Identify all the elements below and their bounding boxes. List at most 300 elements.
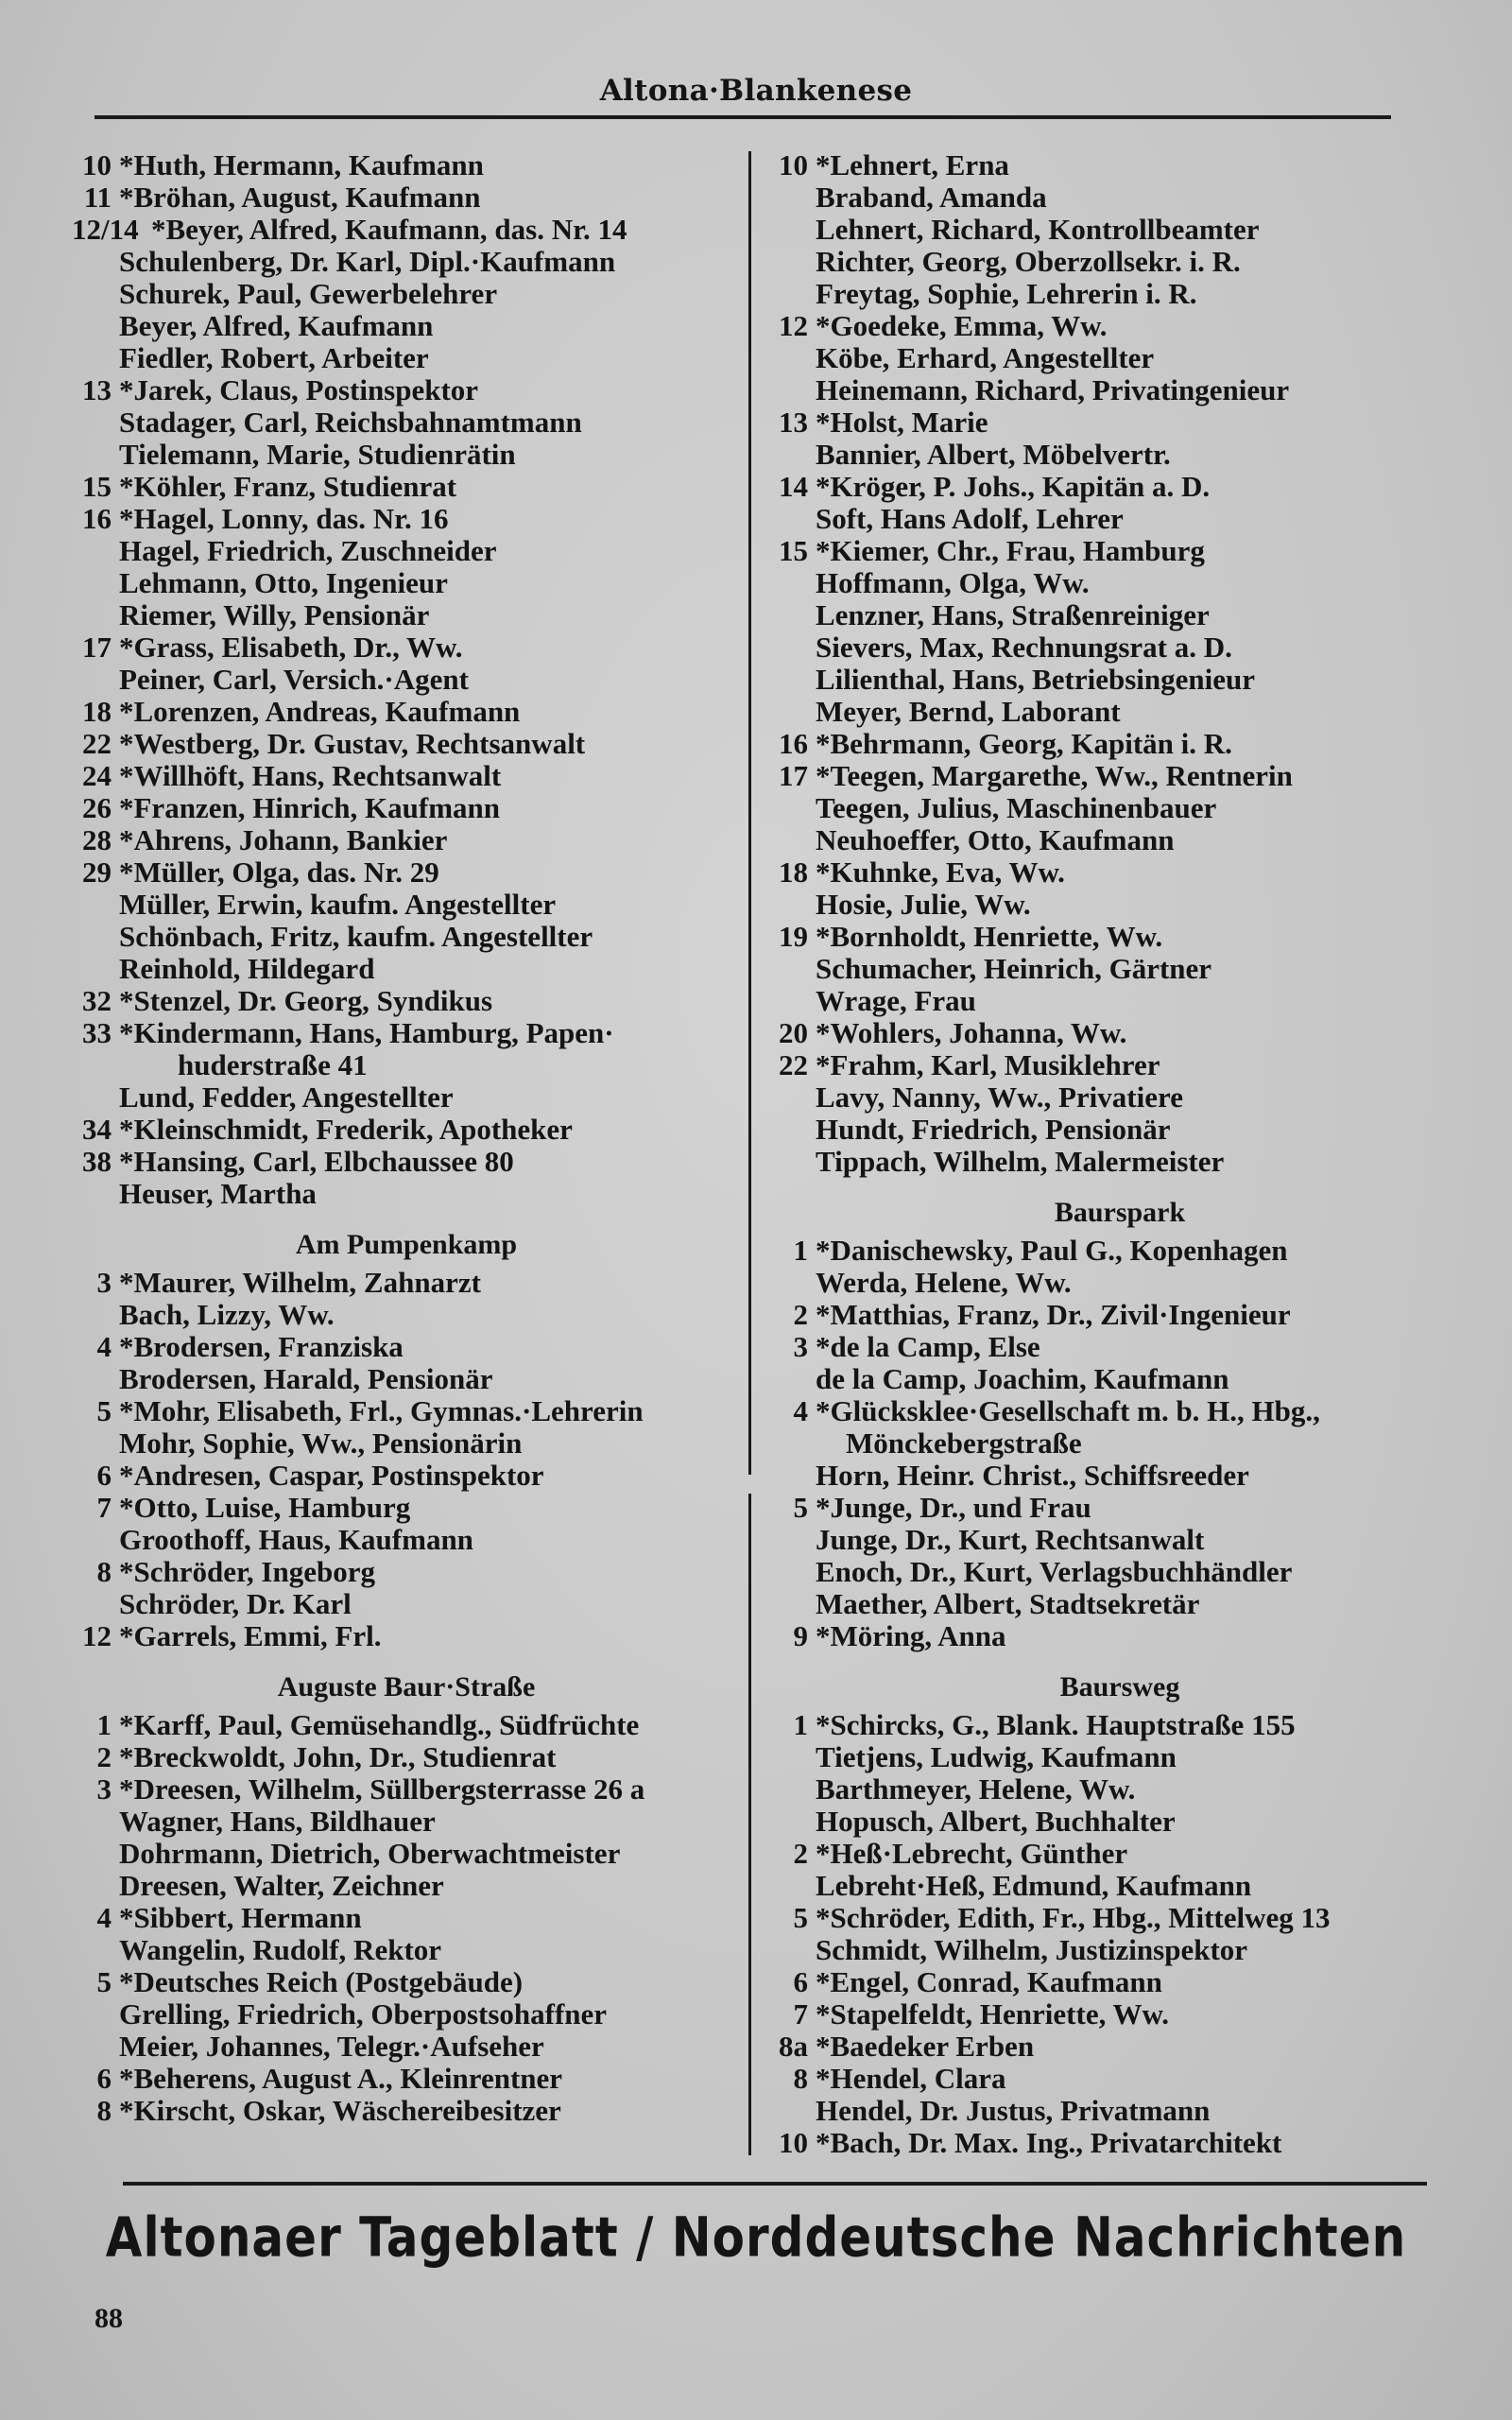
street-heading: Baursweg (1059, 1671, 1180, 1703)
resident-entry: Dohrmann, Dietrich, Oberwachtmeister (119, 1837, 621, 1870)
resident-entry: Werda, Helene, Ww. (816, 1266, 1072, 1299)
house-number: 8 (96, 2094, 112, 2127)
resident-entry: Hosie, Julie, Ww. (816, 888, 1031, 921)
directory-entry (761, 1395, 1479, 1427)
resident-entry: Braband, Amanda (816, 181, 1047, 214)
directory-entry (761, 856, 1479, 889)
directory-entry (66, 1267, 747, 1299)
resident-entry: Lehmann, Otto, Ingenieur (119, 566, 448, 599)
house-number: 12/14 (72, 213, 139, 246)
directory-entry (761, 2127, 1479, 2159)
directory-entry (761, 985, 1479, 1017)
directory-entry (761, 2095, 1479, 2127)
directory-entry (761, 567, 1479, 599)
resident-entry: *Engel, Conrad, Kaufmann (816, 1965, 1162, 1998)
resident-entry: Schurek, Paul, Gewerbelehrer (119, 277, 498, 310)
house-number: 16 (779, 727, 808, 760)
house-number: 4 (96, 1330, 112, 1363)
directory-entry (66, 149, 747, 182)
street-heading: Auguste Baur·Straße (277, 1671, 536, 1703)
resident-entry: *Jarek, Claus, Postinspektor (119, 373, 479, 406)
directory-entry (66, 1773, 747, 1806)
directory-entry (66, 1049, 747, 1081)
resident-entry: Maether, Albert, Stadtsekretär (816, 1587, 1200, 1620)
directory-entry (66, 278, 747, 310)
directory-entry (66, 2031, 747, 2063)
resident-entry: *Deutsches Reich (Postgebäude) (119, 1965, 524, 1998)
directory-entry (66, 599, 747, 631)
resident-entry: Lilienthal, Hans, Betriebsingenieur (816, 663, 1256, 696)
resident-entry: *Frahm, Karl, Musiklehrer (816, 1048, 1160, 1081)
resident-entry: Lund, Fedder, Angestellter (119, 1080, 454, 1114)
header-rule (94, 115, 1391, 119)
resident-entry: *Müller, Olga, das. Nr. 29 (119, 856, 439, 889)
house-number: 4 (793, 1394, 808, 1427)
directory-entry (761, 1235, 1479, 1267)
directory-entry (66, 792, 747, 824)
resident-entry: *Maurer, Wilhelm, Zahnarzt (119, 1266, 481, 1299)
resident-entry: Hendel, Dr. Justus, Privatmann (816, 2094, 1211, 2127)
resident-entry: Köbe, Erhard, Angestellter (816, 341, 1155, 374)
resident-entry: *Breckwoldt, John, Dr., Studienrat (119, 1740, 557, 1773)
resident-entry: *Schircks, G., Blank. Hauptstraße 155 (816, 1708, 1296, 1741)
resident-entry: *Teegen, Margarethe, Ww., Rentnerin (816, 759, 1293, 792)
house-number: 15 (779, 534, 808, 567)
directory-entry (761, 728, 1479, 760)
resident-entry: *Huth, Hermann, Kaufmann (119, 148, 484, 182)
directory-entry (66, 1806, 747, 1838)
house-number: 14 (779, 470, 808, 503)
directory-entry (66, 503, 747, 535)
directory-entry (761, 1709, 1479, 1741)
footer-rule (123, 2182, 1427, 2186)
directory-entry (66, 246, 747, 278)
directory-entry (66, 374, 747, 406)
resident-entry: *Dreesen, Wilhelm, Süllbergsterrasse 26 a (119, 1772, 645, 1806)
street-heading: Am Pumpenkamp (295, 1229, 518, 1260)
resident-entry: Lehnert, Richard, Kontrollbeamter (816, 213, 1260, 246)
resident-entry: *Franzen, Hinrich, Kaufmann (119, 791, 501, 824)
resident-entry: Meier, Johannes, Telegr.·Aufseher (119, 2030, 544, 2063)
directory-entry (66, 1709, 747, 1741)
directory-entry (66, 1460, 747, 1492)
resident-entry: Schröder, Dr. Karl (119, 1587, 352, 1620)
directory-entry (761, 278, 1479, 310)
house-number: 32 (82, 984, 112, 1017)
directory-entry (761, 792, 1479, 824)
directory-entry (761, 310, 1479, 342)
house-number: 1 (96, 1708, 112, 1741)
page-header: Altona·Blankenese (599, 74, 913, 108)
directory-entry (66, 1998, 747, 2031)
house-number: 5 (793, 1491, 808, 1524)
resident-entry: *Sibbert, Hermann (119, 1901, 362, 1934)
house-number: 13 (779, 406, 808, 439)
directory-entry (761, 2063, 1479, 2095)
resident-entry: Reinhold, Hildegard (119, 952, 375, 985)
resident-entry: Peiner, Carl, Versich.·Agent (119, 663, 469, 696)
house-number: 34 (82, 1113, 112, 1146)
resident-entry: Richter, Georg, Oberzollsekr. i. R. (816, 245, 1241, 278)
directory-entry (66, 1588, 747, 1620)
house-number: 4 (96, 1901, 112, 1934)
directory-entry (66, 1395, 747, 1427)
resident-entry: Bach, Lizzy, Ww. (119, 1298, 335, 1331)
house-number: 8 (96, 1555, 112, 1588)
resident-entry: Wagner, Hans, Bildhauer (119, 1805, 436, 1838)
directory-entry (761, 1773, 1479, 1806)
directory-entry (761, 214, 1479, 246)
resident-entry: Meyer, Bernd, Laborant (816, 695, 1121, 728)
resident-entry: Lebreht·Heß, Edmund, Kaufmann (816, 1869, 1252, 1902)
directory-entry (761, 1146, 1479, 1178)
directory-entry (66, 406, 747, 439)
directory-entry (761, 1427, 1479, 1460)
house-number: 12 (779, 309, 808, 342)
resident-entry: Bannier, Albert, Möbelvertr. (816, 438, 1171, 471)
directory-entry (761, 1838, 1479, 1870)
house-number: 8 (793, 2062, 808, 2095)
resident-entry: Lavy, Nanny, Ww., Privatiere (816, 1080, 1183, 1114)
directory-entry (66, 567, 747, 599)
directory-entry (761, 246, 1479, 278)
resident-entry: *Danischewsky, Paul G., Kopenhagen (816, 1234, 1288, 1267)
directory-entry (761, 1114, 1479, 1146)
directory-entry (66, 439, 747, 471)
resident-entry: Brodersen, Harald, Pensionär (119, 1362, 493, 1395)
house-number: 26 (82, 791, 112, 824)
directory-entry (761, 1902, 1479, 1934)
resident-entry: *Mohr, Elisabeth, Frl., Gymnas.·Lehrerin (119, 1394, 644, 1427)
resident-entry: de la Camp, Joachim, Kaufmann (816, 1362, 1229, 1395)
house-number: 22 (82, 727, 112, 760)
directory-entry (66, 953, 747, 985)
house-number: 15 (82, 470, 112, 503)
directory-entry (66, 342, 747, 374)
resident-entry: Wangelin, Rudolf, Rektor (119, 1933, 442, 1966)
resident-entry: Stadager, Carl, Reichsbahnamtmann (119, 406, 582, 439)
resident-entry: Tielemann, Marie, Studienrätin (119, 438, 516, 471)
house-number: 38 (82, 1145, 112, 1178)
directory-entry (66, 1331, 747, 1363)
resident-entry: *Hagel, Lonny, das. Nr. 16 (119, 502, 449, 535)
directory-entry (761, 1492, 1479, 1524)
house-number: 29 (82, 856, 112, 889)
resident-entry: *Beherens, August A., Kleinrentner (119, 2062, 563, 2095)
resident-entry: *Baedeker Erben (816, 2030, 1035, 2063)
house-number: 10 (779, 2126, 808, 2159)
house-number: 1 (793, 1708, 808, 1741)
directory-entry (761, 1363, 1479, 1395)
house-number: 18 (779, 856, 808, 889)
directory-entry (761, 1460, 1479, 1492)
house-number: 6 (96, 1459, 112, 1492)
directory-entry (66, 310, 747, 342)
house-number: 24 (82, 759, 112, 792)
resident-entry: Heuser, Martha (119, 1177, 317, 1210)
directory-entry (66, 1524, 747, 1556)
house-number: 28 (82, 823, 112, 856)
house-number: 11 (83, 181, 112, 214)
house-number: 18 (82, 695, 112, 728)
resident-entry: *Schröder, Edith, Fr., Hbg., Mittelweg 13 (816, 1901, 1331, 1934)
directory-entry (761, 1017, 1479, 1049)
resident-entry: Wrage, Frau (816, 984, 976, 1017)
house-number: 10 (82, 148, 112, 182)
directory-entry (66, 1017, 747, 1049)
house-number: 6 (793, 1965, 808, 1998)
directory-entry (66, 889, 747, 921)
resident-entry: Fiedler, Robert, Arbeiter (119, 341, 429, 374)
resident-entry: Schumacher, Heinrich, Gärtner (816, 952, 1212, 985)
directory-entry (761, 535, 1479, 567)
directory-entry (66, 1870, 747, 1902)
directory-entry (761, 664, 1479, 696)
resident-entry: Tietjens, Ludwig, Kaufmann (816, 1740, 1177, 1773)
resident-entry: *Kuhnke, Eva, Ww. (816, 856, 1065, 889)
resident-entry: *Karff, Paul, Gemüsehandlg., Südfrüchte (119, 1708, 640, 1741)
directory-entry (761, 149, 1479, 182)
directory-entry (761, 696, 1479, 728)
directory-entry (66, 856, 747, 889)
directory-entry (66, 1838, 747, 1870)
directory-entry (761, 1049, 1479, 1081)
directory-entry (761, 889, 1479, 921)
directory-entry (761, 1934, 1479, 1966)
directory-entry (66, 664, 747, 696)
house-number: 1 (793, 1234, 808, 1267)
house-number: 20 (779, 1016, 808, 1049)
resident-entry: Junge, Dr., Kurt, Rechtsanwalt (816, 1523, 1205, 1556)
directory-entry (66, 214, 747, 246)
directory-entry (761, 374, 1479, 406)
resident-entry: *Glücksklee·Gesellschaft m. b. H., Hbg., (816, 1394, 1320, 1427)
resident-entry: Mönckebergstraße (846, 1426, 1082, 1460)
house-number: 22 (779, 1048, 808, 1081)
resident-entry: *Ahrens, Johann, Bankier (119, 823, 448, 856)
directory-entry (761, 631, 1479, 664)
left-column (66, 149, 747, 2127)
resident-entry: *Bornholdt, Henriette, Ww. (816, 920, 1163, 953)
resident-entry: Schmidt, Wilhelm, Justizinspektor (816, 1933, 1248, 1966)
directory-entry (761, 1806, 1479, 1838)
right-column (761, 149, 1479, 2159)
resident-entry: *Grass, Elisabeth, Dr., Ww. (119, 631, 463, 664)
resident-entry: Schulenberg, Dr. Karl, Dipl.·Kaufmann (119, 245, 616, 278)
directory-entry (761, 1998, 1479, 2031)
directory-entry (66, 985, 747, 1017)
street-heading: Baurspark (1054, 1197, 1186, 1228)
resident-entry: *Westberg, Dr. Gustav, Rechtsanwalt (119, 727, 586, 760)
resident-entry: *Kindermann, Hans, Hamburg, Papen· (119, 1016, 614, 1049)
house-number: 16 (82, 502, 112, 535)
directory-entry (761, 760, 1479, 792)
directory-entry (66, 535, 747, 567)
resident-entry: *Heß·Lebrecht, Günther (816, 1837, 1128, 1870)
directory-entry (66, 182, 747, 214)
resident-entry: Groothoff, Haus, Kaufmann (119, 1523, 473, 1556)
directory-entry (761, 182, 1479, 214)
directory-entry (66, 1934, 747, 1966)
resident-entry: *de la Camp, Else (816, 1330, 1040, 1363)
house-number: 3 (96, 1772, 112, 1806)
resident-entry: *Schröder, Ingeborg (119, 1555, 375, 1588)
resident-entry: *Lehnert, Erna (816, 148, 1009, 182)
resident-entry: *Kleinschmidt, Frederik, Apotheker (119, 1113, 573, 1146)
resident-entry: Lenzner, Hans, Straßenreiniger (816, 598, 1210, 631)
column-divider-upper (748, 151, 751, 1475)
house-number: 33 (82, 1016, 112, 1049)
resident-entry: *Bröhan, August, Kaufmann (119, 181, 481, 214)
resident-entry: *Kirscht, Oskar, Wäschereibesitzer (119, 2094, 561, 2127)
directory-entry (761, 1870, 1479, 1902)
resident-entry: *Kiemer, Chr., Frau, Hamburg (816, 534, 1205, 567)
resident-entry: *Garrels, Emmi, Frl. (119, 1619, 382, 1652)
resident-entry: Riemer, Willy, Pensionär (119, 598, 430, 631)
resident-entry: *Goedeke, Emma, Ww. (816, 309, 1108, 342)
directory-entry (66, 921, 747, 953)
directory-entry (761, 1267, 1479, 1299)
resident-entry: *Wohlers, Johanna, Ww. (816, 1016, 1127, 1049)
directory-entry (66, 1146, 747, 1178)
directory-entry (761, 1331, 1479, 1363)
directory-entry (66, 1966, 747, 1998)
resident-entry: *Kröger, P. Johs., Kapitän a. D. (816, 470, 1211, 503)
directory-entry (761, 824, 1479, 856)
resident-entry: *Köhler, Franz, Studienrat (119, 470, 457, 503)
directory-entry (66, 696, 747, 728)
directory-entry (66, 1178, 747, 1210)
resident-entry: *Hendel, Clara (816, 2062, 1006, 2095)
house-number: 7 (96, 1491, 112, 1524)
house-number: 9 (793, 1619, 808, 1652)
directory-entry (761, 1081, 1479, 1114)
newspaper-banner: Altonaer Tageblatt / Norddeutsche Nachrichten (105, 2205, 1407, 2270)
house-number: 19 (779, 920, 808, 953)
resident-entry: Enoch, Dr., Kurt, Verlagsbuchhändler (816, 1555, 1293, 1588)
resident-entry: Sievers, Max, Rechnungsrat a. D. (816, 631, 1232, 664)
resident-entry: Hundt, Friedrich, Pensionär (816, 1113, 1171, 1146)
directory-entry (66, 1081, 747, 1114)
directory-entry (66, 728, 747, 760)
house-number: 17 (779, 759, 808, 792)
house-number: 3 (96, 1266, 112, 1299)
resident-entry: *Stenzel, Dr. Georg, Syndikus (119, 984, 493, 1017)
directory-entry (66, 824, 747, 856)
directory-entry (761, 2031, 1479, 2063)
resident-entry: Heinemann, Richard, Privatingenieur (816, 373, 1290, 406)
resident-entry: Teegen, Julius, Maschinenbauer (816, 791, 1217, 824)
resident-entry: *Behrmann, Georg, Kapitän i. R. (816, 727, 1232, 760)
resident-entry: Freytag, Sophie, Lehrerin i. R. (816, 277, 1197, 310)
directory-entry (761, 503, 1479, 535)
house-number: 2 (793, 1298, 808, 1331)
house-number: 5 (96, 1394, 112, 1427)
resident-entry: Soft, Hans Adolf, Lehrer (816, 502, 1124, 535)
column-divider-lower (748, 1494, 751, 2155)
resident-entry: *Lorenzen, Andreas, Kaufmann (119, 695, 521, 728)
directory-entry (66, 631, 747, 664)
resident-entry: *Otto, Luise, Hamburg (119, 1491, 411, 1524)
resident-entry: *Beyer, Alfred, Kaufmann, das. Nr. 14 (151, 213, 627, 246)
resident-entry: Tippach, Wilhelm, Malermeister (816, 1145, 1225, 1178)
resident-entry: Beyer, Alfred, Kaufmann (119, 309, 434, 342)
resident-entry: *Möring, Anna (816, 1619, 1006, 1652)
resident-entry: Dreesen, Walter, Zeichner (119, 1869, 444, 1902)
resident-entry: Hopusch, Albert, Buchhalter (816, 1805, 1176, 1838)
directory-entry (761, 1524, 1479, 1556)
house-number: 5 (96, 1965, 112, 1998)
house-number: 13 (82, 373, 112, 406)
resident-entry: Hagel, Friedrich, Zuschneider (119, 534, 497, 567)
directory-entry (761, 1741, 1479, 1773)
resident-entry: *Brodersen, Franziska (119, 1330, 404, 1363)
directory-entry (66, 1556, 747, 1588)
resident-entry: Grelling, Friedrich, Oberpostsohaffner (119, 1997, 608, 2031)
house-number: 2 (793, 1837, 808, 1870)
house-number: 5 (793, 1901, 808, 1934)
page-number: 88 (94, 2303, 123, 2334)
directory-entry (66, 1492, 747, 1524)
house-number: 12 (82, 1619, 112, 1652)
resident-entry: *Matthias, Franz, Dr., Zivil·Ingenieur (816, 1298, 1291, 1331)
resident-entry: Barthmeyer, Helene, Ww. (816, 1772, 1136, 1806)
directory-entry (66, 1114, 747, 1146)
directory-entry (66, 1363, 747, 1395)
resident-entry: *Hansing, Carl, Elbchaussee 80 (119, 1145, 514, 1178)
directory-entry (66, 1902, 747, 1934)
resident-entry: *Bach, Dr. Max. Ing., Privatarchitekt (816, 2126, 1282, 2159)
resident-entry: *Holst, Marie (816, 406, 988, 439)
directory-entry (66, 471, 747, 503)
resident-entry: huderstraße 41 (178, 1048, 368, 1081)
directory-entry (66, 1620, 747, 1652)
house-number: 17 (82, 631, 112, 664)
directory-entry (66, 2095, 747, 2127)
directory-entry (761, 921, 1479, 953)
house-number: 10 (779, 148, 808, 182)
directory-entry (761, 953, 1479, 985)
house-number: 3 (793, 1330, 808, 1363)
house-number: 7 (793, 1997, 808, 2031)
resident-entry: *Willhöft, Hans, Rechtsanwalt (119, 759, 502, 792)
directory-entry (761, 342, 1479, 374)
resident-entry: Müller, Erwin, kaufm. Angestellter (119, 888, 557, 921)
directory-entry (761, 406, 1479, 439)
directory-entry (66, 2063, 747, 2095)
directory-entry (761, 1620, 1479, 1652)
house-number: 6 (96, 2062, 112, 2095)
directory-entry (761, 1588, 1479, 1620)
house-number: 8a (779, 2030, 808, 2063)
resident-entry: *Stapelfeldt, Henriette, Ww. (816, 1997, 1169, 2031)
directory-entry (761, 471, 1479, 503)
directory-entry (761, 599, 1479, 631)
directory-entry (761, 439, 1479, 471)
resident-entry: Schönbach, Fritz, kaufm. Angestellter (119, 920, 593, 953)
directory-entry (66, 1741, 747, 1773)
resident-entry: Horn, Heinr. Christ., Schiffsreeder (816, 1459, 1249, 1492)
resident-entry: Mohr, Sophie, Ww., Pensionärin (119, 1426, 523, 1460)
directory-entry (761, 1299, 1479, 1331)
resident-entry: *Junge, Dr., und Frau (816, 1491, 1091, 1524)
resident-entry: Hoffmann, Olga, Ww. (816, 566, 1090, 599)
directory-entry (761, 1966, 1479, 1998)
directory-entry (66, 1427, 747, 1460)
directory-entry (66, 760, 747, 792)
resident-entry: Neuhoeffer, Otto, Kaufmann (816, 823, 1175, 856)
directory-entry (761, 1556, 1479, 1588)
